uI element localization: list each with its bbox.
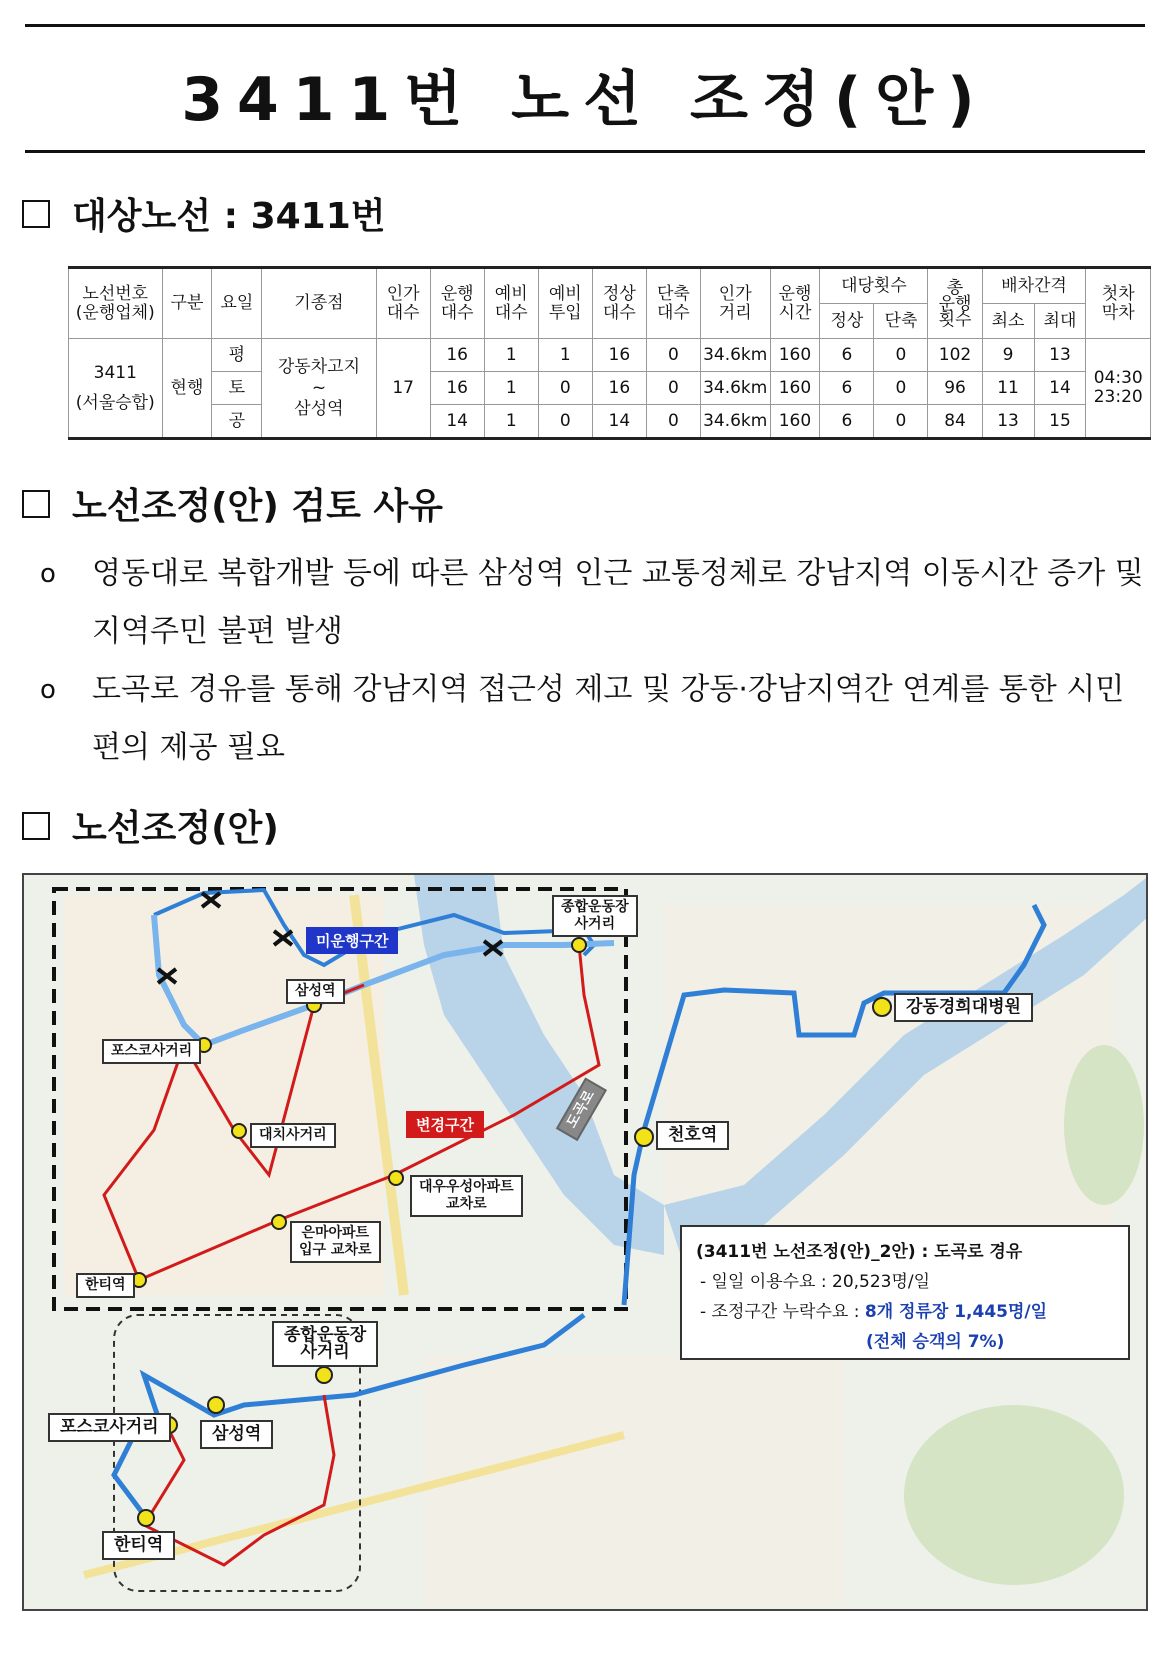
label-sports-complex: 종합운동장 사거리 xyxy=(552,895,638,937)
table-row xyxy=(69,372,1151,405)
section-heading-text: 노선조정(안) xyxy=(72,808,279,849)
info-daily-demand: - 일일 이용수요 : 20,523명/일 xyxy=(700,1272,931,1292)
cell-trips-reduced: 0 xyxy=(874,372,928,405)
inset-stop-hanti xyxy=(138,1510,154,1526)
changed-segment-tag: 변경구간 xyxy=(406,1111,484,1138)
cell-route-no xyxy=(69,339,163,439)
park-area xyxy=(1064,1045,1144,1205)
cell-spare: 1 xyxy=(484,405,538,439)
header-interval-max: 최대 xyxy=(1034,304,1086,339)
cell-distance: 34.6km xyxy=(700,372,770,405)
bullet-circle-icon: o xyxy=(40,559,56,589)
cell-interval-max: 13 xyxy=(1034,339,1086,372)
cell-trips-normal: 6 xyxy=(820,372,874,405)
header-operating-vehicles: 운행 대수 xyxy=(430,268,484,339)
header-trips-normal: 정상 xyxy=(820,304,874,339)
cell-reduced: 0 xyxy=(646,372,700,405)
header-trips-reduced: 단축 xyxy=(874,304,928,339)
inset-stop-samsung xyxy=(208,1397,224,1413)
cell-trips-normal: 6 xyxy=(820,339,874,372)
section-review-reason-heading xyxy=(22,478,443,529)
cell-spare: 1 xyxy=(484,339,538,372)
cell-reduced: 0 xyxy=(646,339,700,372)
table-row xyxy=(69,405,1151,439)
header-day: 요일 xyxy=(212,268,262,339)
cell-distance: 34.6km xyxy=(700,405,770,439)
cell-time: 160 xyxy=(770,405,820,439)
list-item xyxy=(40,661,1150,777)
header-category: 구분 xyxy=(162,268,212,339)
table-row xyxy=(69,339,1151,372)
section-target-route-heading xyxy=(22,188,386,239)
header-trips-per-vehicle: 대당횟수 xyxy=(820,268,928,304)
stop-marker-sports-complex xyxy=(572,938,586,952)
cell-normal: 14 xyxy=(592,405,646,439)
route-info-table xyxy=(68,266,1151,440)
stop-marker-cheonho xyxy=(635,1128,653,1146)
header-operating-time: 운행 시간 xyxy=(770,268,820,339)
label-dogok-ro: 도곡로 xyxy=(556,1078,607,1141)
stop-marker-khu-hospital xyxy=(873,998,891,1016)
cell-total: 84 xyxy=(928,405,982,439)
inset-label-posco: 포스코사거리 xyxy=(48,1413,171,1442)
label-eunma-apt: 은마아파트 입구 교차로 xyxy=(290,1221,381,1263)
stop-marker-daechi xyxy=(232,1124,246,1138)
cell-first-last: 04:30 23:20 xyxy=(1086,339,1151,439)
cell-operating: 14 xyxy=(430,405,484,439)
cell-trips-normal: 6 xyxy=(820,405,874,439)
cell-licensed-vehicles: 17 xyxy=(376,339,430,439)
stop-marker-eunma xyxy=(272,1215,286,1229)
inset-label-sports-complex: 종합운동장 사거리 xyxy=(272,1321,378,1367)
section-heading-text: 대상노선 : 3411번 xyxy=(72,196,386,237)
section-route-adjustment-heading xyxy=(22,800,279,851)
cell-day: 토 xyxy=(212,372,262,405)
checkbox-square-icon xyxy=(22,812,50,840)
not-operated-segment-tag: 미운행구간 xyxy=(306,927,398,954)
bullet-text: 도곡로 경유를 통해 강남지역 접근성 제고 및 강동·강남지역간 연계를 통한 시민편의 제공 필요 xyxy=(92,672,1125,765)
cell-interval-min: 11 xyxy=(982,372,1034,405)
label-daewoo-apt: 대우우성아파트 교차로 xyxy=(410,1175,523,1217)
cell-interval-max: 14 xyxy=(1034,372,1086,405)
header-route-no: 노선번호 (운행업체) xyxy=(69,268,163,339)
header-spare-vehicles: 예비 대수 xyxy=(484,268,538,339)
label-daechi-intersection: 대치사거리 xyxy=(250,1123,336,1148)
cell-time: 160 xyxy=(770,339,820,372)
cell-spare: 1 xyxy=(484,372,538,405)
cell-spare-input: 0 xyxy=(538,405,592,439)
cell-operating: 16 xyxy=(430,339,484,372)
checkbox-square-icon xyxy=(22,200,50,228)
review-reason-list xyxy=(40,545,1150,777)
label-cheonho-station: 천호역 xyxy=(656,1121,729,1150)
cell-trips-reduced: 0 xyxy=(874,339,928,372)
header-interval: 배차간격 xyxy=(982,268,1086,304)
info-title: (3411번 노선조정(안)_2안) : 도곡로 경유 xyxy=(696,1242,1023,1262)
label-posco-intersection: 포스코사거리 xyxy=(102,1039,201,1064)
header-first-last: 첫차 막차 xyxy=(1086,268,1151,339)
info-missing-demand-label: - 조정구간 누락수요 : xyxy=(700,1302,865,1322)
cell-distance: 34.6km xyxy=(700,339,770,372)
cell-terminal: 강동차고지 ~ 삼성역 xyxy=(262,339,376,439)
label-khu-hospital: 강동경희대병원 xyxy=(894,993,1033,1022)
route-number: 3411 xyxy=(93,363,137,383)
bullet-circle-icon: o xyxy=(40,675,56,705)
document-title: 3411번 노선 조정(안) xyxy=(181,65,989,135)
title-bottom-rule xyxy=(25,150,1145,153)
header-normal-vehicles: 정상 대수 xyxy=(592,268,646,339)
cell-trips-reduced: 0 xyxy=(874,405,928,439)
header-interval-min: 최소 xyxy=(982,304,1034,339)
header-spare-input: 예비 투입 xyxy=(538,268,592,339)
district-block xyxy=(424,1355,844,1605)
cell-interval-min: 9 xyxy=(982,339,1034,372)
park-area xyxy=(904,1405,1124,1585)
cell-spare-input: 0 xyxy=(538,372,592,405)
bullet-text: 영동대로 복합개발 등에 따른 삼성역 인근 교통정체로 강남지역 이동시간 증가 및 지역주민 불편 발생 xyxy=(92,556,1144,649)
label-hanti-station: 한티역 xyxy=(76,1273,135,1298)
section-heading-text: 노선조정(안) 검토 사유 xyxy=(72,486,443,527)
inset-label-samsung: 삼성역 xyxy=(200,1420,273,1449)
cell-interval-max: 15 xyxy=(1034,405,1086,439)
header-licensed-vehicles: 인가 대수 xyxy=(376,268,430,339)
cell-interval-min: 13 xyxy=(982,405,1034,439)
label-samsung-station: 삼성역 xyxy=(286,979,345,1004)
cell-normal: 16 xyxy=(592,372,646,405)
route-map xyxy=(22,873,1148,1611)
header-licensed-distance: 인가 거리 xyxy=(700,268,770,339)
cell-operating: 16 xyxy=(430,372,484,405)
inset-label-hanti: 한티역 xyxy=(102,1531,175,1560)
cell-category: 현행 xyxy=(162,339,212,439)
info-missing-demand-value: 8개 정류장 1,445명/일 xyxy=(864,1302,1048,1322)
info-missing-demand xyxy=(696,1297,1114,1327)
cell-normal: 16 xyxy=(592,339,646,372)
header-terminal: 기종점 xyxy=(262,268,376,339)
header-total-trips: 총 운행 횟수 xyxy=(928,268,982,339)
title-top-rule xyxy=(25,24,1145,27)
cell-total: 102 xyxy=(928,339,982,372)
info-share-of-passengers: (전체 승객의 7%) xyxy=(866,1332,1005,1352)
cell-spare-input: 1 xyxy=(538,339,592,372)
cell-reduced: 0 xyxy=(646,405,700,439)
cell-total: 96 xyxy=(928,372,982,405)
cell-day: 공 xyxy=(212,405,262,439)
cell-day: 평 xyxy=(212,339,262,372)
header-reduced-vehicles: 단축 대수 xyxy=(646,268,700,339)
list-item xyxy=(40,545,1150,661)
checkbox-square-icon xyxy=(22,490,50,518)
stop-marker-daewoo xyxy=(389,1171,403,1185)
operator-name: (서울승합) xyxy=(75,393,155,413)
cell-time: 160 xyxy=(770,372,820,405)
inset-stop-sports-complex xyxy=(316,1367,332,1383)
route-adjustment-info-box xyxy=(680,1225,1130,1360)
